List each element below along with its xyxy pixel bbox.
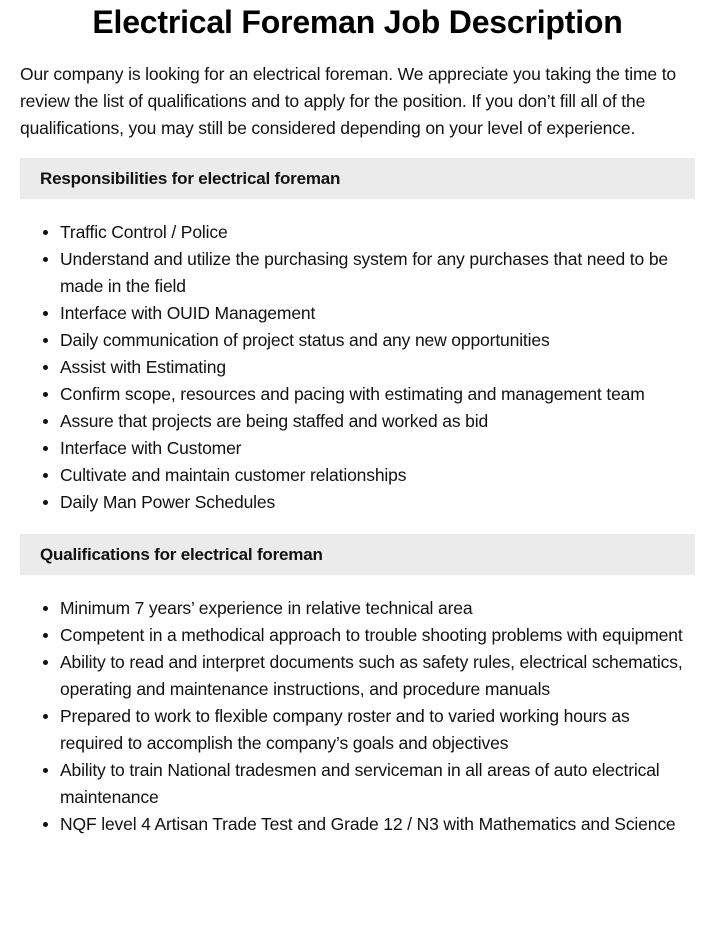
list-item — [60, 703, 695, 757]
bullet-icon — [43, 365, 48, 370]
bullet-icon — [43, 419, 48, 424]
list-item — [60, 300, 695, 327]
list-item-text: Competent in a methodical approach to trouble shooting problems with equipment — [60, 625, 683, 645]
qualifications-list — [20, 595, 695, 838]
list-item — [60, 595, 695, 622]
list-item — [60, 219, 695, 246]
list-item — [60, 354, 695, 381]
list-item — [60, 622, 695, 649]
bullet-icon — [43, 446, 48, 451]
list-item — [60, 327, 695, 354]
list-item-text: Interface with OUID Management — [60, 303, 316, 323]
responsibilities-list — [20, 219, 695, 516]
list-item-text: Minimum 7 years’ experience in relative technical area — [60, 598, 473, 618]
qualifications-header — [20, 534, 695, 575]
list-item-text: NQF level 4 Artisan Trade Test and Grade 12 / N3 with Mathematics and Science — [60, 814, 676, 834]
intro-paragraph: Our company is looking for an electrical foreman. We appreciate you taking the time to review the list of qualifications and to apply for the position. If you don’t fill all of the qualifications, you may still be considered depending on your level of experience. — [20, 64, 676, 138]
list-item — [60, 811, 695, 838]
bullet-icon — [43, 230, 48, 235]
bullet-icon — [43, 822, 48, 827]
list-item — [60, 757, 695, 811]
bullet-icon — [43, 660, 48, 665]
bullet-icon — [43, 500, 48, 505]
bullet-icon — [43, 338, 48, 343]
list-item-text: Cultivate and maintain customer relationships — [60, 465, 407, 485]
list-item-text: Assure that projects are being staffed and worked as bid — [60, 411, 489, 431]
bullet-icon — [43, 768, 48, 773]
list-item-text: Daily communication of project status and any new opportunities — [60, 330, 550, 350]
page-title: Electrical Foreman Job Description — [92, 4, 623, 40]
list-item — [60, 381, 695, 408]
responsibilities-section — [20, 158, 695, 516]
list-item — [60, 408, 695, 435]
list-item-text: Assist with Estimating — [60, 357, 226, 377]
bullet-icon — [43, 257, 48, 262]
list-item-text: Ability to train National tradesmen and serviceman in all areas of auto electrical maintenance — [60, 760, 660, 807]
list-item — [60, 435, 695, 462]
bullet-icon — [43, 633, 48, 638]
list-item-text: Interface with Customer — [60, 438, 242, 458]
bullet-icon — [43, 311, 48, 316]
list-item-text: Ability to read and interpret documents such as safety rules, electrical schematics, operating and maintenance instructions, and procedure manuals — [60, 652, 683, 699]
list-item-text: Understand and utilize the purchasing system for any purchases that need to be made in the field — [60, 249, 668, 296]
responsibilities-heading: Responsibilities for electrical foreman — [40, 168, 341, 188]
list-item — [60, 649, 695, 703]
list-item-text: Daily Man Power Schedules — [60, 492, 276, 512]
responsibilities-header — [20, 158, 695, 199]
qualifications-section — [20, 534, 695, 838]
list-item — [60, 462, 695, 489]
list-item-text: Traffic Control / Police — [60, 222, 228, 242]
list-item — [60, 246, 695, 300]
bullet-icon — [43, 392, 48, 397]
list-item — [60, 489, 695, 516]
list-item-text: Prepared to work to flexible company roster and to varied working hours as required to accomplish the company’s goals and objectives — [60, 706, 630, 753]
bullet-icon — [43, 473, 48, 478]
qualifications-heading: Qualifications for electrical foreman — [40, 544, 323, 564]
list-item-text: Confirm scope, resources and pacing with estimating and management team — [60, 384, 645, 404]
bullet-icon — [43, 606, 48, 611]
bullet-icon — [43, 714, 48, 719]
